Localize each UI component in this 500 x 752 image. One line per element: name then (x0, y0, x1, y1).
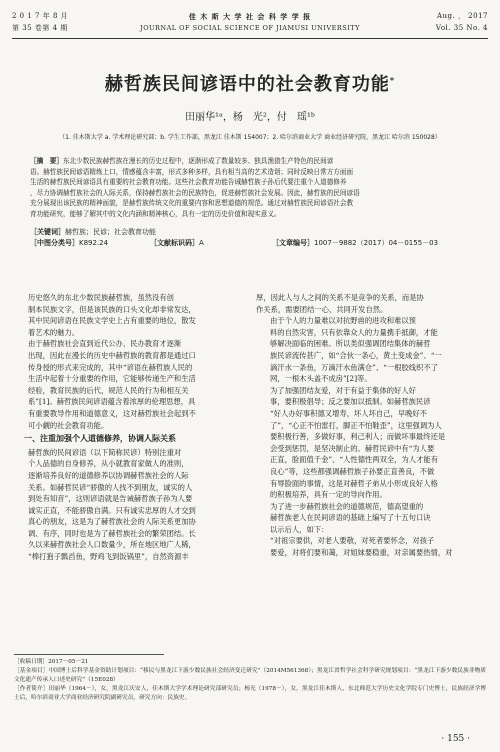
page-number: · 155 · (441, 734, 470, 744)
article-no-line: ［文章编号］1007－9882（2017）04－0155－03 (272, 239, 439, 247)
right-para-1: 厚，因此人与人之间的关系不是竞争的关系，而是协 作关系，需要团结一心、共同开发自然。 (256, 293, 424, 314)
header-date-en: Aug. ， 2017 (436, 12, 488, 20)
right-para-2: 由于个人的力量难以对抗野兽的进攻和难以预 料的自然灾害，只有依靠众人的力量携手抵御，才能 够解决面临的困难。所以类似强调团结集体的赫哲 族民谚流传甚广，如“合伙一条心，黄土变成金”、“一 滴汗水一条鱼，万滴汗水鱼满仓”、“一根胶线织不了 网，一根木头盖不成房”[2]等。 (270, 316, 442, 384)
left-para-1: 历史悠久的东北少数民族赫哲族，虽然没有创 制本民族文字，但是该民族的口头文化却非常发达， 其中民间谚语在民族文学史上占有重要的地位，散发 着艺术的魅力。 (28, 293, 196, 337)
keywords-value: 赫哲族；民谚；社会教育功能 (65, 228, 156, 236)
article-affiliation: （1. 佳木斯大学 a. 学术理论研究部；b. 学生工作部，黑龙江 佳木斯 154007；2. 哈尔滨商业大学 商业经济研究院，黑龙江 哈尔滨 150028） (59, 134, 441, 141)
header-volume-cn: 第 35 卷第 4 期 (12, 24, 68, 32)
left-para-2: 由于赫哲族社会直到近代公办、民办教育才逐渐 出现，因此在漫长的历史中赫哲族的教育都是通过口 传身授的形式来完成的，其中“谚语在赫哲族人民的 生活中起着十分重要的作用，它能够传递生产和生活 经验，教育民族的后代，规范人民的行为和相互关 系”[1]。赫哲族民间谚语蕴含着浓厚的伦理思想，具 有重要教导作用和道德意义，这对赫哲族社会起到不 可小觑的社会教育功能。 (28, 339, 196, 430)
keywords-label: ［关键词］ (30, 227, 65, 236)
abstract-line: 育功能研究，能够了解其中的文化内涵和精神核心，具有一定的历史价值和现实意义。 (30, 209, 281, 218)
abstract-line: 语。赫哲族民间谚语精炼上口，情感蕴含丰富，形式多种多样，具有相当高的艺术造诣；同时反映日常方方面面 (30, 167, 354, 176)
article-no-value: 1007－9882（2017）04－0155－03 (314, 239, 439, 247)
footnotes (14, 658, 486, 703)
doc-code-value: A (199, 239, 204, 247)
left-para-3: 赫哲族的民间谚语（以下简称民谚）特别注重对 个人品德的自身修养，从小就教育家做人的准则， 逐渐培养良好的道德修养以协调赫哲族社会的人际 关系。如赫哲民谚“骄傲的人找不到朋友，诚实的人 到处有知音”，这则谚语就是告诫赫哲族子孙为人要 诚实正直，不能骄傲自满。只有诚实忠厚的人才交到 真心的朋友，这是为了赫哲族社会的人际关系更加协 调、有序，同时也是为了赫哲族社会的繁荣团结。长 久以来赫哲族社会人口数量少，所在地区地广人稀， “棒打狍子瓢舀鱼，野鸡飞到饭锅里”，自然资源丰 (28, 447, 196, 562)
right-para-4: 为了进一步赫哲族社会的道德规范，德高望重的 赫哲族老人在民间谚语的基础上编写了十五句口诀 以示后人，如下： “对祖宗要供，对老人要敬，对死者要怀念，对孩子 要爱，对将们要和蔼，对姐妹要稳重，对亲属要热情，对 (270, 501, 453, 558)
footnote-received: ［收稿日期］2017－05－21 (14, 659, 89, 665)
abstract-line: ，尽力协调赫哲族社会的人际关系，保持赫哲族社会的民族特色，促进赫哲族社会发展。因此，赫哲族的民间谚语 (30, 188, 360, 197)
title-footnote-mark: * (389, 75, 396, 85)
abstract-line: 充分展现出该民族的精神面貌，是赫哲族传统文化的重要内容和思想道德的规范。通过对赫哲族民间谚语社会教 (30, 199, 354, 207)
header-rule (12, 38, 488, 39)
header-volume-en: Vol. 35 No. 4 (435, 24, 488, 32)
footnote-author-intro: ［作者简介］田丽华（1964－），女，黑龙江庆安人，佳木斯大学学术理论研究部研究员；杨光（1978－），女，黑龙江佳木斯人，东北师范大学历史文化学院专门史博士，民族经济学博士后，哈尔滨商业大学商业经济研究院副研究员，研究方向：民族史。 (14, 686, 486, 701)
article-authors: 田丽华¹ᵃ，杨 光²，付 瑶¹ᵇ (185, 112, 315, 123)
abstract-line: 生活的赫哲族民间谚语具有重要的社会教育功能。这些社会教育功能告诫赫哲族子孙后代要注重个人道德修养 (30, 178, 347, 186)
clc-value: K892.24 (79, 239, 109, 247)
abstract-line: 东北少数民族赫哲族在漫长的历史过程中，逐渐形成了数量较多、独具渔猎生产特色的民间谚 (62, 157, 334, 165)
keywords-line (30, 226, 472, 238)
doc-code-line: ［文献标识码］A (150, 239, 204, 247)
header-journal-cn: 佳 木 斯 大 学 社 会 科 学 学 报 (188, 12, 312, 21)
header-date-cn: 2 0 1 7 年 8 月 (12, 12, 69, 20)
abstract-block (30, 156, 472, 219)
abstract-label: ［摘 要］ (30, 157, 63, 165)
right-column (256, 292, 486, 559)
section-heading-1: 一、注重加强个人道德修养，协调人际关系 (24, 434, 176, 444)
right-para-3: 为了加强团结友爱，对于有益于集体的好人好 事，要积极倡导；反之要加以抵制。如赫哲族民谚 “好人办好事积德又增寿，坏人坏自己，早晚好不 了”，“心正不怕雷打，脚正不怕鞋歪”，这里强调为人 要积极行善，多做好事，利己利人；而做坏事最终还是 会受到惩罚，是坚决制止的。赫哲民谚中有“为人要 正直，脸面值千金”、“人性德性两双全，为人才能有 良心”等，这些都强调赫哲族子孙要正直善良，不做 有辱脸面的事情，这是对赫哲子弟从小形成良好人格 的积极培养，具有一定的导向作用。 (270, 385, 446, 500)
clc-line: ［中图分类号］K892.24 (30, 239, 109, 247)
header-journal-en: JOURNAL OF SOCIAL SCIENCE OF JIAMUSI UNIVERSITY (140, 24, 360, 32)
article-title: 赫哲族民间谚语中的社会教育功能* (104, 74, 396, 95)
left-column (14, 292, 244, 563)
footnote-fund: ［基金项目］中国博士后科学基金资助计划项目：“移民与黑龙江下游少数民族社会经济变迁研究”（2014M561368）；黑龙江省哲学社会科学研究规划项目：“黑龙江下游少数民族非物质文化遗产传承人口述史研究”（15E028） (14, 668, 486, 683)
footnote-rule (14, 654, 164, 655)
